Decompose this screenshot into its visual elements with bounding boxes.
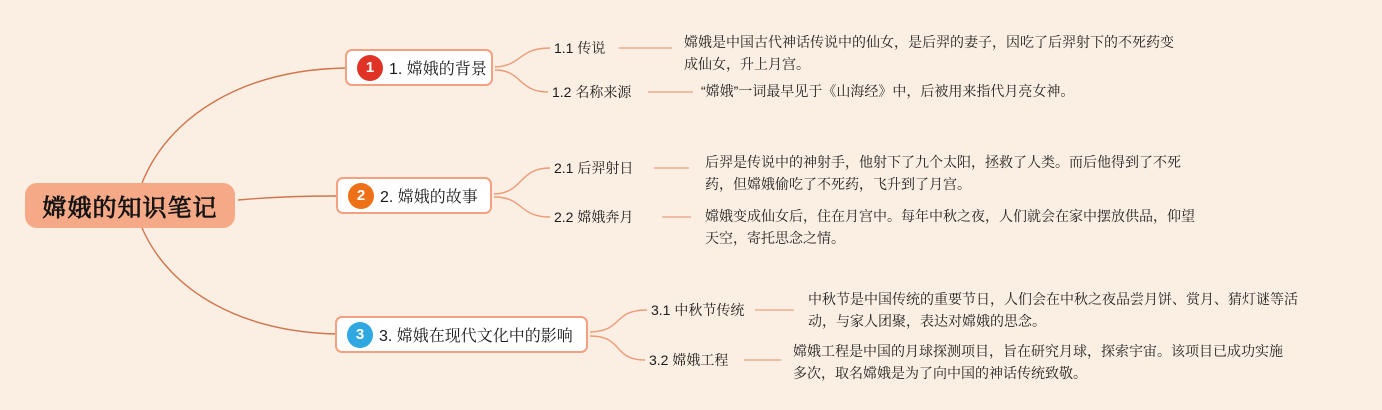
- subtopic-3-1[interactable]: 3.1 中秋节传统: [651, 302, 745, 318]
- branch-topic-1[interactable]: [345, 49, 493, 86]
- subtopic-2-1[interactable]: 2.1 后羿射日: [554, 160, 634, 176]
- detail-3-1[interactable]: 中秋节是中国传统的重要节日，人们会在中秋之夜品尝月饼、赏月、猜灯谜等活动，与家人团聚，表达对嫦娥的思念。: [808, 291, 1298, 329]
- connector-branch1-sub12: [495, 70, 548, 92]
- branch-2-label: 2. 嫦娥的故事: [380, 189, 478, 206]
- branch-topic-2[interactable]: [336, 177, 492, 214]
- detail-1-1[interactable]: 嫦娥是中国古代神话传说中的仙女，是后羿的妻子，因吃了后羿射下的不死药变成仙女，升上月宫。: [684, 34, 1174, 72]
- connector-root-branch3: [142, 228, 337, 334]
- connector-branch2-sub22: [494, 197, 550, 217]
- connector-branch2-sub21: [494, 168, 550, 194]
- branch-topic-3[interactable]: [335, 316, 588, 353]
- subtopic-1-2[interactable]: 1.2 名称来源: [552, 84, 632, 100]
- branch-1-number-badge: 1: [357, 55, 383, 81]
- detail-2-2[interactable]: 嫦娥变成仙女后，住在月宫中。每年中秋之夜，人们就会在家中摆放供品，仰望天空，寄托思念之情。: [705, 208, 1195, 246]
- branch-2-number-badge: 2: [348, 183, 374, 209]
- subtopic-1-1[interactable]: 1.1 传说: [554, 40, 606, 56]
- subtopic-2-2[interactable]: 2.2 嫦娥奔月: [554, 209, 634, 225]
- root-topic[interactable]: 嫦娥的知识笔记: [25, 183, 235, 228]
- detail-2-1[interactable]: 后羿是传说中的神射手，他射下了九个太阳，拯救了人类。而后他得到了不死药，但嫦娥偷吃了不死药，飞升到了月宫。: [705, 154, 1181, 192]
- connector-branch3-sub31: [590, 310, 647, 332]
- connector-branch1-sub11: [495, 48, 550, 67]
- detail-1-2[interactable]: “嫦娥”一词最早见于《山海经》中，后被用来指代月亮女神。: [701, 83, 1075, 99]
- connector-root-branch2: [238, 196, 336, 200]
- connector-branch3-sub32: [590, 336, 645, 360]
- detail-3-2[interactable]: 嫦娥工程是中国的月球探测项目，旨在研究月球，探索宇宙。该项目已成功实施多次，取名嫦娥是为了向中国的神话传统致敬。: [793, 343, 1283, 381]
- subtopic-3-2[interactable]: 3.2 嫦娥工程: [649, 352, 729, 368]
- branch-3-number-badge: 3: [347, 322, 373, 348]
- branch-3-label: 3. 嫦娥在现代文化中的影响: [379, 328, 573, 345]
- connector-root-branch1: [142, 68, 345, 183]
- branch-1-label: 1. 嫦娥的背景: [389, 61, 487, 78]
